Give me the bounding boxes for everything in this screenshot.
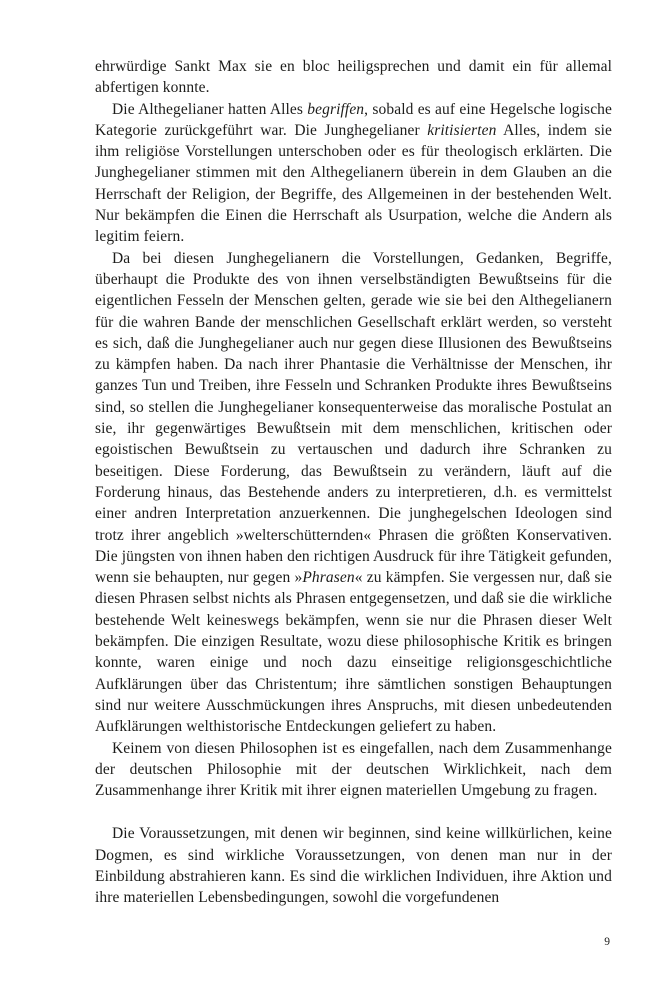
text-run: , sobald es auf eine Hegelsche logische Kategorie zurückgeführt war. Die Junghegelianer bbox=[95, 100, 613, 139]
text-run: ehrwürdige Sankt Max sie en bloc heiligsprechen und damit ein für allemal abfertigen konnte. bbox=[95, 58, 612, 97]
text-run-italic: begriffen bbox=[307, 100, 365, 118]
paragraph bbox=[95, 823, 612, 908]
paragraph bbox=[95, 738, 612, 802]
text-run: « zu kämpfen. Sie vergessen nur, daß sie diesen Phrasen selbst nichts als Phrasen entgegensetzen, und daß sie die wirkliche bestehende Welt keineswegs bekämpfen, wenn sie nur die Phrasen dieser Welt bekämpfen. Die einzigen Resultate, wozu diese philosophische Kritik es bringen konnte, waren einige und noch dazu einseitige religionsgeschichtliche Aufklärungen über das Christentum; ihre sämtlichen sonstigen Behauptungen sind nur weitere Ausschmückungen ihres Anspruchs, mit diesen unbedeutenden Aufklärungen welthistorische Entdeckungen geliefert zu haben. bbox=[95, 569, 612, 736]
paragraph bbox=[95, 248, 612, 738]
text-run: Da bei diesen Junghegelianern die Vorstellungen, Gedanken, Begriffe, überhaupt die Produkte des von ihnen verselbständigten Bewußtseins für die eigentlichen Fesseln der Menschen gelten, gerade wie sie bei den Althegelianern für die wahren Bande der menschlichen Gesellschaft erklärt werden, so versteht es sich, daß die Junghegelianer auch nur gegen diese Illusionen des Bewußtseins zu kämpfen haben. Da nach ihrer Phantasie die Verhältnisse der Menschen, ihr ganzes Tun und Treiben, ihre Fesseln und Schranken Produkte ihres Bewußtseins sind, so stellen die Junghegelianer konsequenterweise das moralische Postulat an sie, ihr gegenwärtiges Bewußtsein mit dem menschlichen, kritischen oder egoistischen Bewußtsein zu vertauschen und dadurch ihre Schranken zu beseitigen. Diese Forderung, das Bewußtsein zu verändern, läuft auf die Forderung hinaus, das Bestehende anders zu interpretieren, d.h. es vermittelst einer andren Interpretation anzuerkennen. Die junghegelschen Ideologen sind trotz ihrer angeblich »welterschütternden« Phrasen die größten Konservativen. Die jüngsten von ihnen haben den richtigen Ausdruck für ihre Tätigkeit gefunden, wenn sie behaupten, nur gegen » bbox=[95, 249, 612, 587]
text-run-italic: kritisierten bbox=[427, 121, 497, 139]
text-run: Alles, indem sie ihm religiöse Vorstellungen unterschoben oder es für theologisch erklärten. Die Junghegelianer stimmen mit den Althegelianern überein in dem Glauben an die Herrschaft der Religion, der Begriffe, des Allgemeinen in der bestehenden Welt. Nur bekämpfen die Einen die Herrschaft als Usurpation, welche die Andern als legitim feiern. bbox=[95, 121, 613, 246]
text-run: Die Althegelianer hatten Alles bbox=[112, 100, 308, 118]
paragraph bbox=[95, 99, 612, 248]
text-block bbox=[95, 56, 612, 909]
text-run: Keinem von diesen Philosophen ist es eingefallen, nach dem Zusammenhange der deutschen Philosophie mit der deutschen Wirklichkeit, nach dem Zusammenhange ihrer Kritik mit ihrer eignen materiellen Umgebung zu fragen. bbox=[95, 739, 612, 800]
text-run: Die Voraussetzungen, mit denen wir beginnen, sind keine willkürlichen, keine Dogmen, es sind wirkliche Voraussetzungen, von denen man nur in der Einbildung abstrahieren kann. Es sind die wirklichen Individuen, ihre Aktion und ihre materiellen Lebensbedingungen, sowohl die vorgefundenen bbox=[95, 825, 612, 907]
paragraph bbox=[95, 56, 612, 99]
page-number: 9 bbox=[604, 936, 610, 948]
text-run-italic: Phrasen bbox=[302, 569, 355, 587]
